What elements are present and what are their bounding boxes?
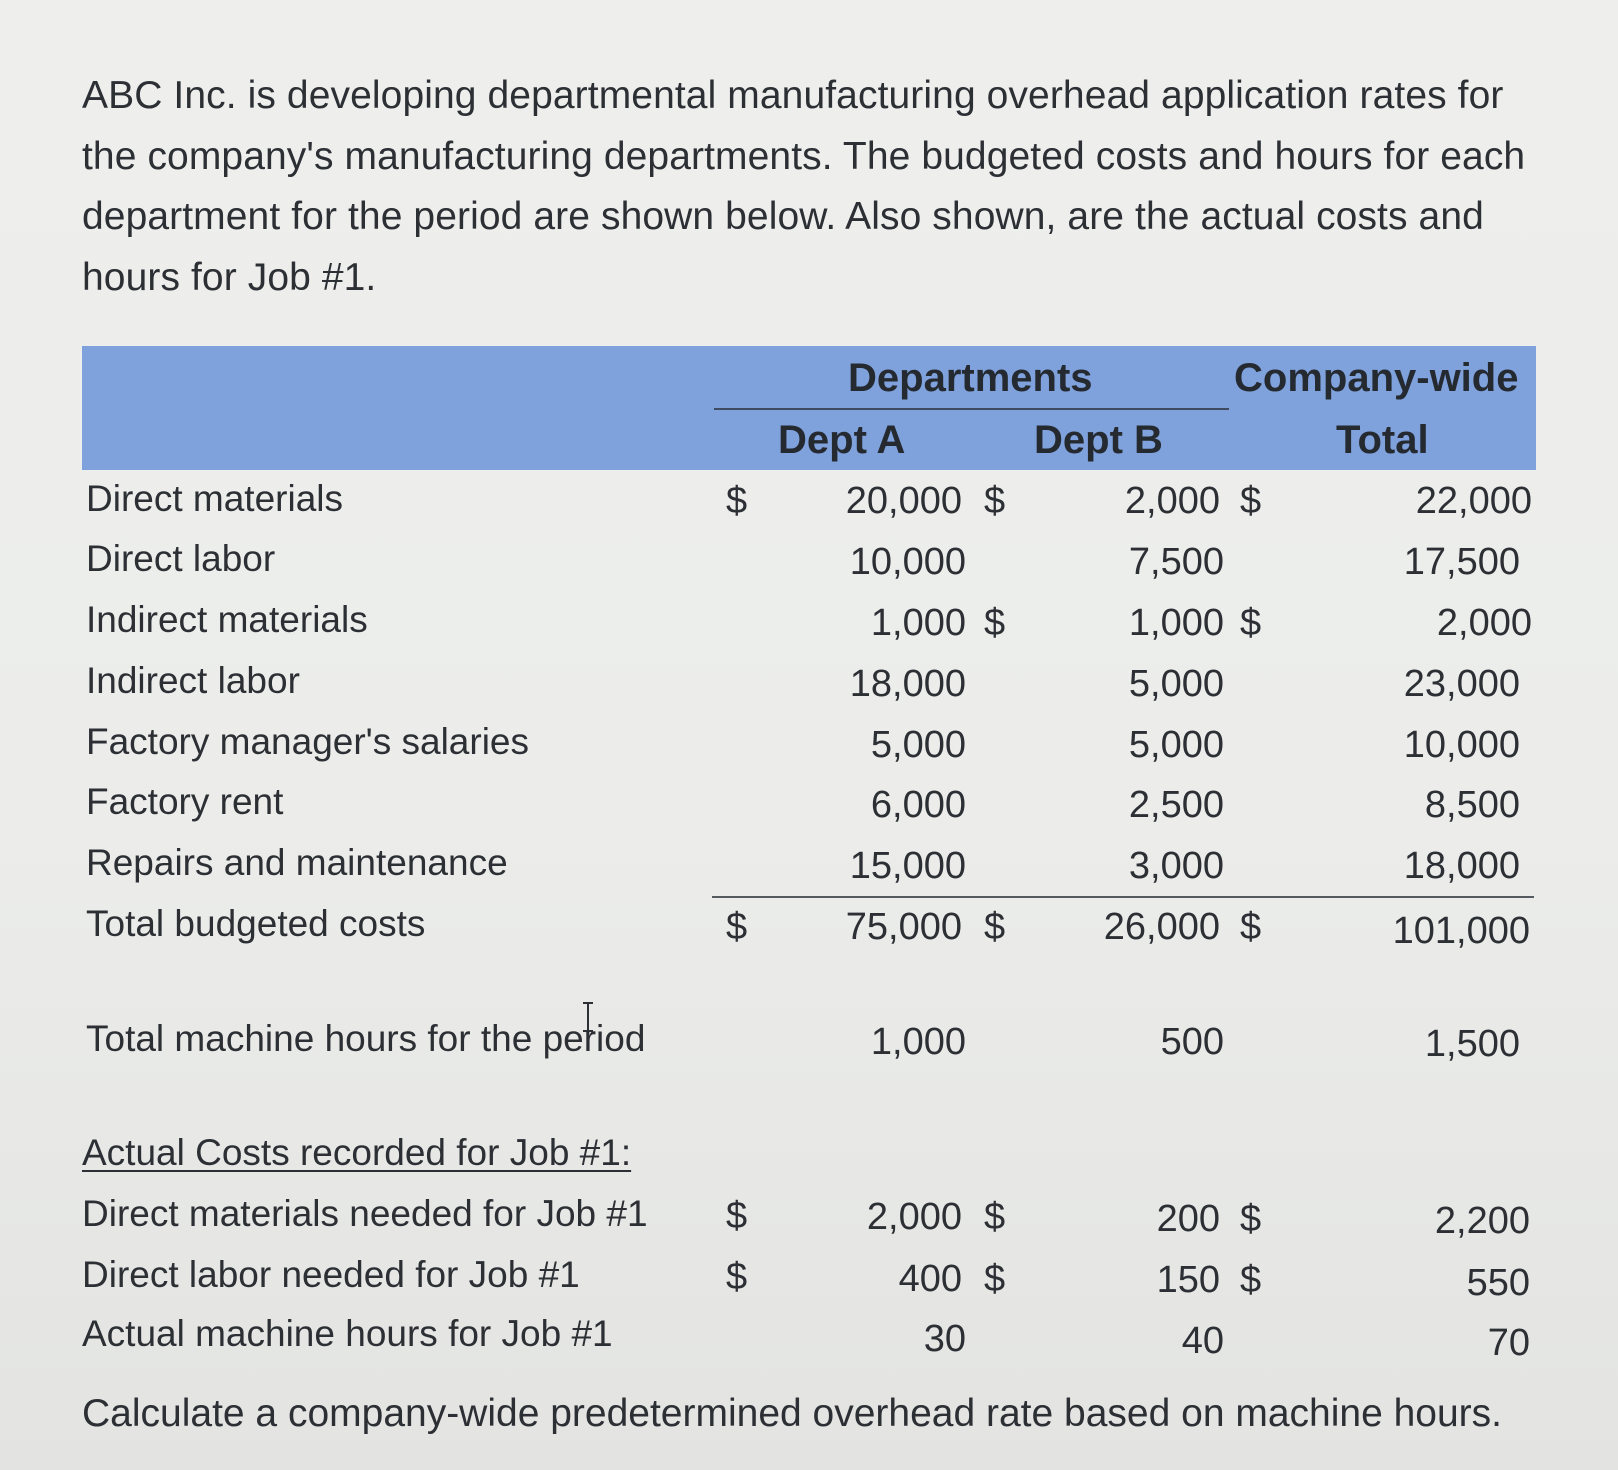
intro-line: department for the period are shown below. Also shown, are the actual costs and [82, 195, 1484, 238]
cell-dept-a: 1,000 [870, 1021, 966, 1063]
row-label-direct-materials: Direct materials [86, 478, 343, 519]
cell-dept-b: 5,000 [1128, 724, 1224, 766]
cell-dept-a: 6,000 [870, 784, 966, 826]
header-departments: Departments [848, 356, 1093, 400]
cell-dept-a: 5,000 [870, 724, 966, 766]
cell-total: 22,000 [1415, 480, 1532, 522]
job-cell-dept-a: 30 [923, 1318, 966, 1360]
cell-dept-b: 500 [1160, 1021, 1224, 1063]
row-label-repairs-maintenance: Repairs and maintenance [86, 842, 508, 883]
currency-sign: $ [1240, 1259, 1262, 1301]
currency-sign: $ [1240, 480, 1262, 522]
row-label-total-machine-hours: Total machine hours for the period [86, 1018, 646, 1059]
currency-sign: $ [726, 1256, 748, 1298]
job-cell-dept-b: 200 [1156, 1198, 1220, 1240]
intro-line: the company's manufacturing departments. The budgeted costs and hours for each [82, 134, 1526, 178]
currency-sign: $ [726, 1195, 748, 1237]
cell-dept-b: 1,000 [1128, 602, 1224, 644]
total-rule [712, 896, 1534, 898]
cell-total: 10,000 [1403, 724, 1520, 766]
job-cell-dept-b: 150 [1156, 1259, 1220, 1301]
intro-line: hours for Job #1. [82, 255, 377, 299]
header-total: Total [1336, 418, 1429, 462]
text-cursor-icon [582, 1002, 594, 1032]
currency-sign: $ [1240, 1198, 1262, 1240]
cell-dept-b: 2,000 [1124, 480, 1220, 522]
cell-dept-a: 15,000 [849, 845, 966, 887]
cell-total: 2,000 [1436, 602, 1532, 644]
cell-dept-b: 5,000 [1128, 663, 1224, 705]
cell-dept-a: 75,000 [845, 906, 962, 948]
header-group-rule [714, 408, 1229, 410]
job-cell-dept-a: 2,000 [866, 1196, 962, 1238]
cell-total: 1,500 [1424, 1023, 1520, 1065]
cell-dept-b: 2,500 [1128, 784, 1224, 826]
job-cell-total: 70 [1487, 1322, 1530, 1364]
cell-total: 101,000 [1392, 910, 1530, 952]
job-row-label-direct-labor: Direct labor needed for Job #1 [82, 1254, 580, 1295]
currency-sign: $ [984, 1258, 1006, 1300]
row-label-direct-labor: Direct labor [86, 538, 276, 579]
cell-dept-b: 3,000 [1128, 845, 1224, 887]
currency-sign: $ [984, 602, 1006, 644]
cell-total: 23,000 [1403, 663, 1520, 705]
row-label-indirect-labor: Indirect labor [86, 660, 300, 701]
question-text: Calculate a company-wide predetermined overhead rate based on machine hours. [82, 1392, 1502, 1435]
job-heading: Actual Costs recorded for Job #1: [82, 1132, 632, 1173]
currency-sign: $ [984, 480, 1006, 522]
cell-dept-b: 7,500 [1128, 541, 1224, 583]
cell-dept-a: 1,000 [870, 602, 966, 644]
cell-dept-a: 10,000 [849, 541, 966, 583]
job-row-label-direct-materials: Direct materials needed for Job #1 [82, 1193, 648, 1234]
job-cell-total: 2,200 [1434, 1200, 1530, 1242]
job-cell-dept-a: 400 [898, 1258, 962, 1300]
job-cell-total: 550 [1466, 1262, 1530, 1304]
header-company-wide: Company-wide [1234, 356, 1519, 400]
currency-sign: $ [984, 1196, 1006, 1238]
intro-paragraph [82, 66, 1612, 308]
header-dept-b: Dept B [1034, 418, 1163, 462]
row-label-indirect-materials: Indirect materials [86, 599, 368, 640]
cell-dept-a: 18,000 [849, 663, 966, 705]
row-label-factory-manager-salaries: Factory manager's salaries [86, 721, 530, 762]
currency-sign: $ [984, 906, 1006, 948]
currency-sign: $ [1240, 602, 1262, 644]
cell-total: 18,000 [1403, 845, 1520, 887]
header-dept-a: Dept A [778, 418, 906, 462]
job-row-label-machine-hours: Actual machine hours for Job #1 [82, 1313, 613, 1354]
currency-sign: $ [1240, 906, 1262, 948]
cell-total: 17,500 [1403, 541, 1520, 583]
cell-total: 8,500 [1424, 784, 1520, 826]
cell-dept-a: 20,000 [845, 480, 962, 522]
currency-sign: $ [726, 906, 748, 948]
row-label-factory-rent: Factory rent [86, 781, 284, 822]
job-cell-dept-b: 40 [1181, 1320, 1224, 1362]
intro-line: ABC Inc. is developing departmental manufacturing overhead application rates for [82, 74, 1504, 117]
row-label-total-budgeted-costs: Total budgeted costs [86, 903, 426, 944]
currency-sign: $ [726, 480, 748, 522]
cell-dept-b: 26,000 [1103, 906, 1220, 948]
